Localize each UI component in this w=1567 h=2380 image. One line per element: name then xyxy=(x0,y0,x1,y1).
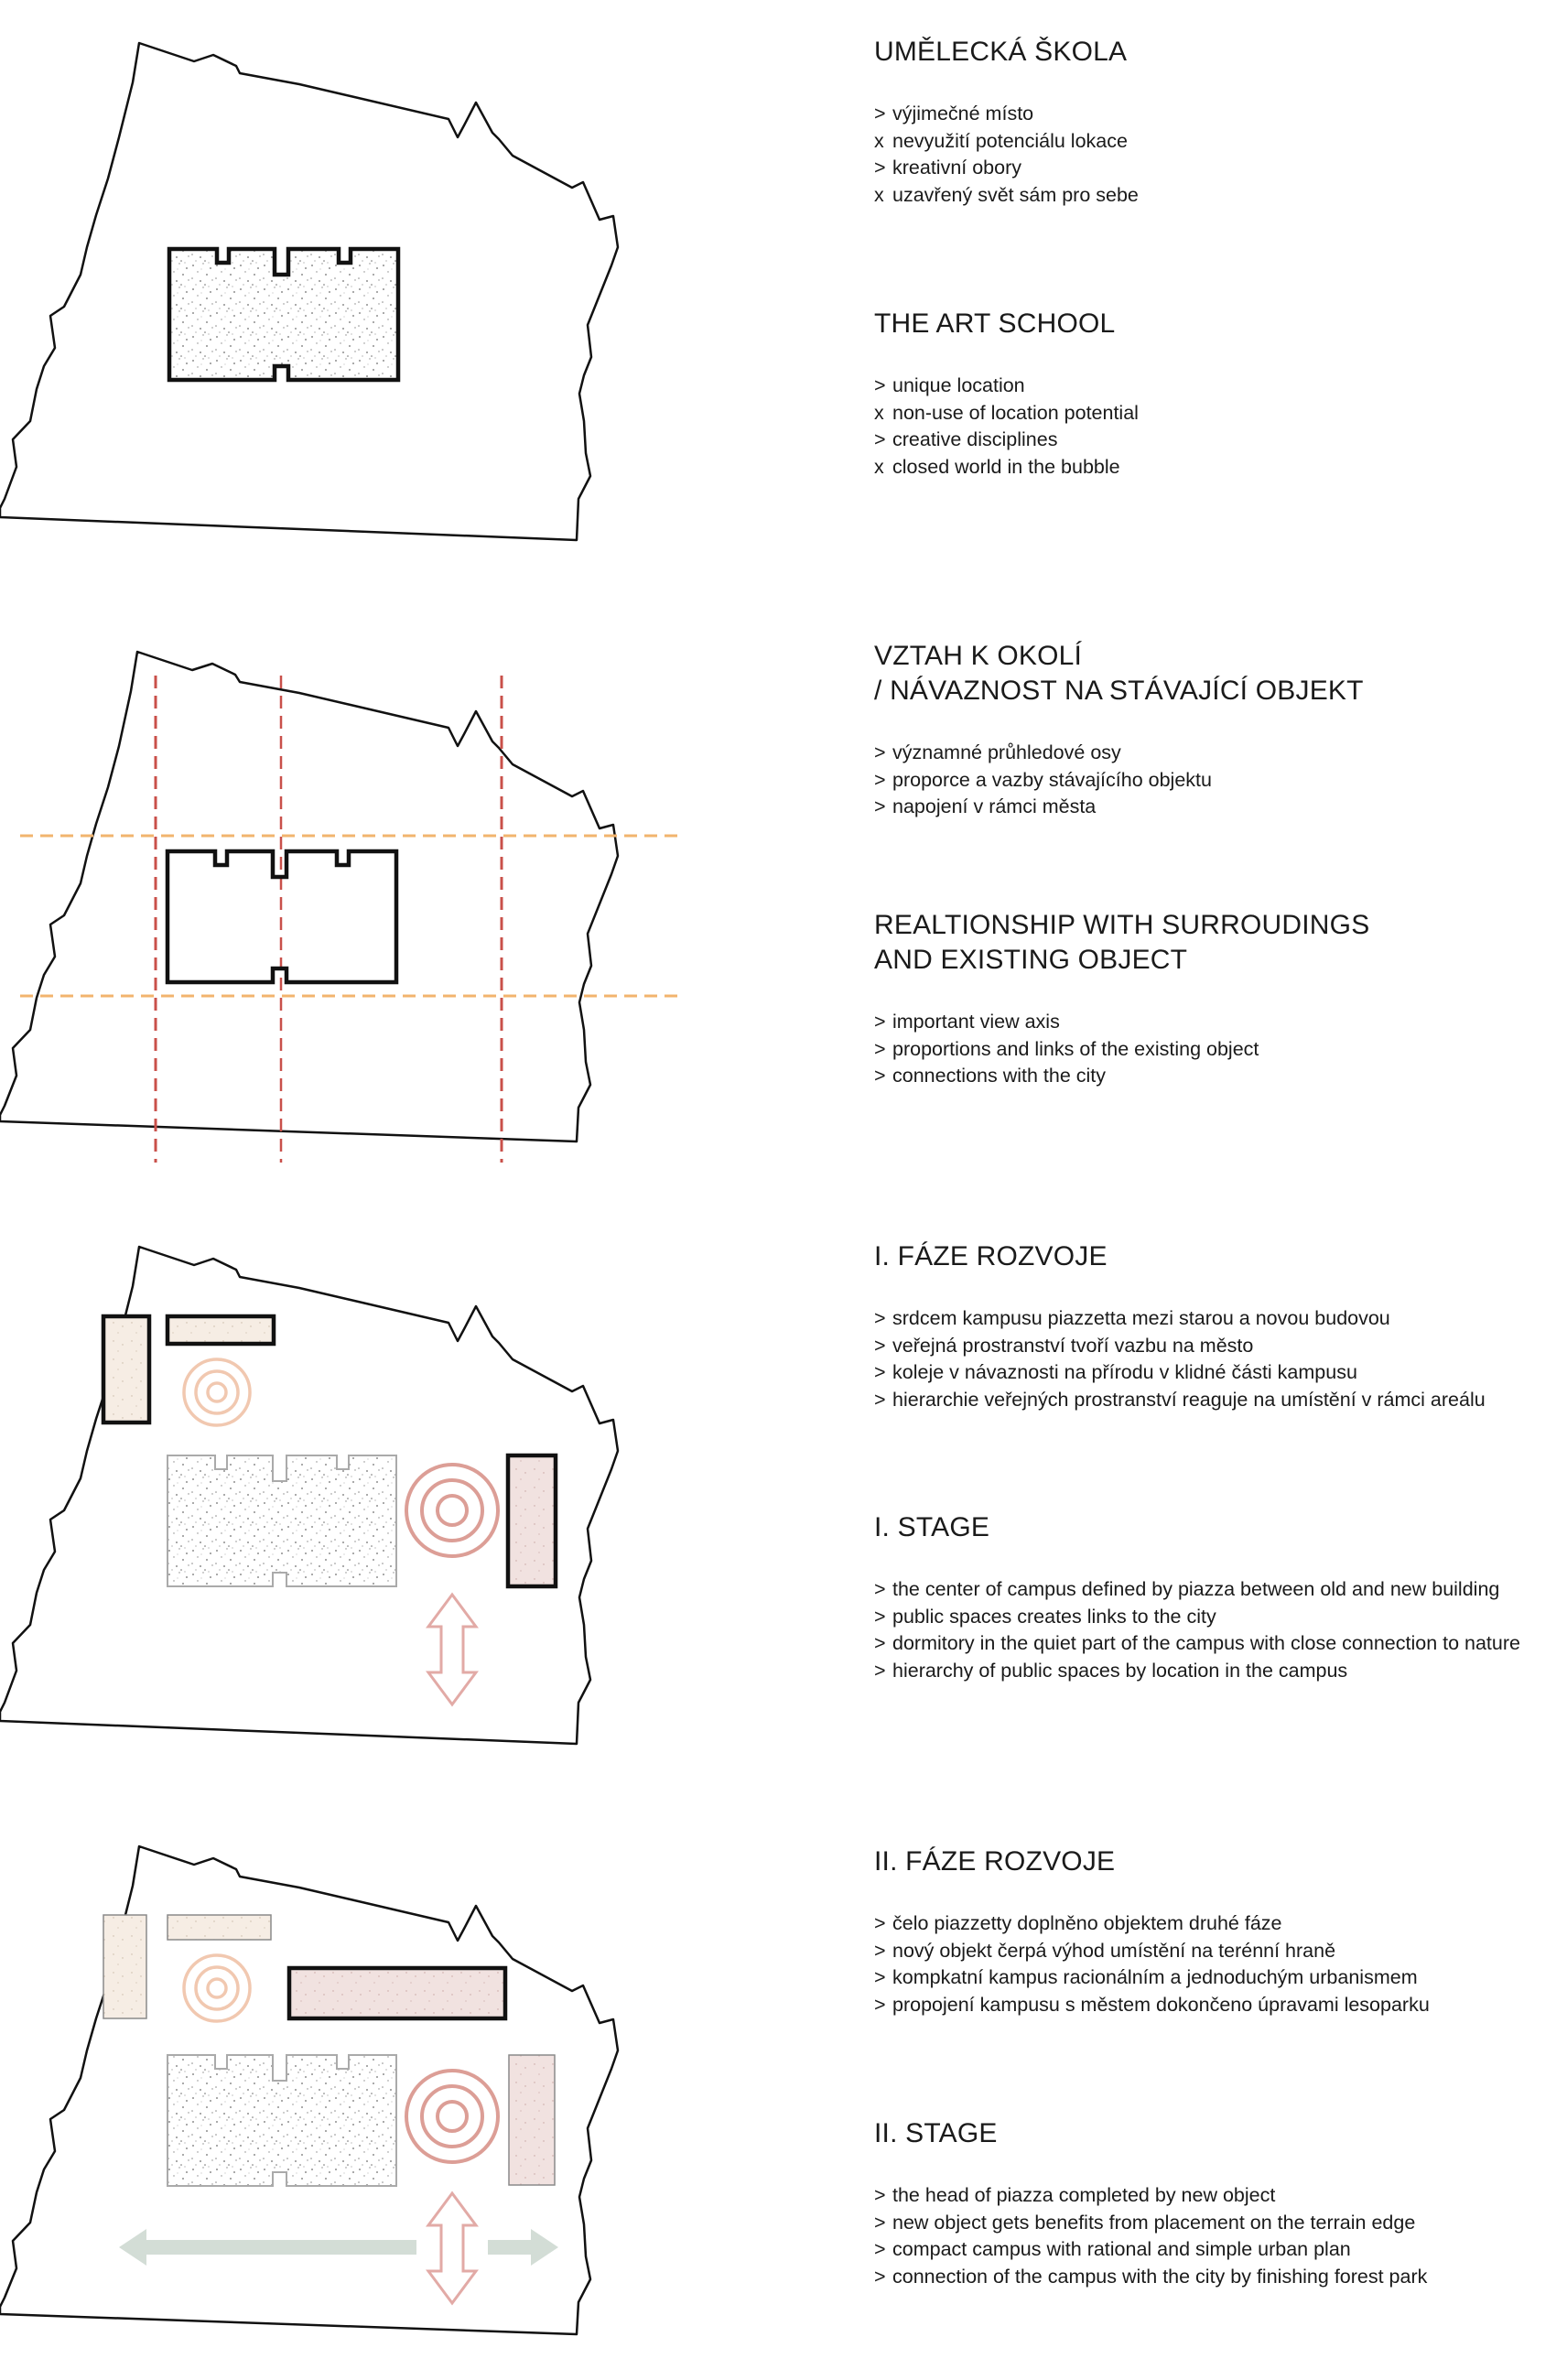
existing-building xyxy=(168,1455,396,1586)
list-item: x uzavřený svět sám pro sebe xyxy=(874,183,1139,206)
cz-list xyxy=(874,101,1551,209)
list-item: x closed world in the bubble xyxy=(874,455,1120,478)
dormitory-building xyxy=(103,1915,146,2018)
list-item: > creative disciplines xyxy=(874,428,1058,450)
list-item: > connection of the campus with the city by finishing forest park xyxy=(874,2265,1428,2288)
cz-text-block xyxy=(874,1239,1551,1413)
site-outline xyxy=(0,652,618,1141)
list-item: > proportions and links of the existing object xyxy=(874,1037,1259,1060)
list-item: > the center of campus defined by piazza between old and new building xyxy=(874,1578,1500,1600)
en-list xyxy=(874,1576,1551,1684)
cz-list xyxy=(874,1305,1551,1413)
list-item: > koleje v návaznosti na přírodu v klidné části kampusu xyxy=(874,1361,1357,1383)
site-diagram-stage-two xyxy=(0,1785,870,2380)
public-space-rings-icon xyxy=(184,1359,250,1425)
en-text-block xyxy=(874,307,1551,481)
en-text-block xyxy=(874,908,1551,1090)
list-item: > hierarchie veřejných prostranství reaguje na umístění v rámci areálu xyxy=(874,1388,1486,1411)
list-item: > hierarchy of public spaces by location in the campus xyxy=(874,1659,1348,1682)
new-building xyxy=(508,1455,556,1586)
panel-stage-two xyxy=(0,1785,1567,2380)
en-list xyxy=(874,1009,1551,1090)
dormitory-building xyxy=(103,1316,149,1423)
panel-relationship xyxy=(0,595,1567,1190)
en-title: I. STAGE xyxy=(874,1512,990,1542)
cz-text-block xyxy=(874,35,1551,209)
piazza-rings-icon xyxy=(406,1465,498,1556)
list-item: > propojení kampusu s městem dokončeno úpravami lesoparku xyxy=(874,1993,1430,2016)
en-title: II. STAGE xyxy=(874,2118,998,2148)
list-item: > napojení v rámci města xyxy=(874,795,1097,817)
dormitory-building xyxy=(168,1316,274,1344)
new-building xyxy=(509,2055,555,2185)
list-item: > kreativní obory xyxy=(874,157,1022,178)
site-diagram-art-school xyxy=(0,0,870,595)
arrow-left-icon xyxy=(119,2229,416,2266)
list-item: > výjimečné místo xyxy=(874,103,1034,124)
list-item: > connections with the city xyxy=(874,1065,1107,1087)
cz-title: II. FÁZE ROZVOJE xyxy=(874,1846,1116,1877)
en-text-block xyxy=(874,2116,1551,2290)
public-space-rings-icon xyxy=(184,1955,250,2021)
cz-text-block xyxy=(874,639,1551,821)
double-arrow-icon xyxy=(428,2193,476,2303)
second-stage-building xyxy=(289,1968,505,2018)
list-item: > veřejná prostranství tvoří vazbu na město xyxy=(874,1334,1254,1357)
arrow-right-icon xyxy=(488,2229,558,2266)
cz-title: VZTAH K OKOLÍ / NÁVAZNOST NA STÁVAJÍCÍ OBJEKT xyxy=(874,641,1364,706)
site-diagram-stage-one xyxy=(0,1190,870,1785)
cz-title: I. FÁZE ROZVOJE xyxy=(874,1241,1108,1271)
list-item: > new object gets benefits from placement on the terrain edge xyxy=(874,2211,1416,2234)
double-arrow-icon xyxy=(428,1595,476,1704)
site-diagram-relationship xyxy=(0,595,870,1190)
en-title: THE ART SCHOOL xyxy=(874,308,1116,339)
en-text-block xyxy=(874,1510,1551,1684)
list-item: > dormitory in the quiet part of the campus with close connection to nature xyxy=(874,1632,1520,1654)
en-list xyxy=(874,373,1551,481)
list-item: > proporce a vazby stávajícího objektu xyxy=(874,768,1212,791)
cz-list xyxy=(874,740,1551,821)
cz-list xyxy=(874,1910,1551,2018)
list-item: x non-use of location potential xyxy=(874,401,1139,424)
piazza-rings-icon xyxy=(406,2071,498,2162)
cz-title: UMĚLECKÁ ŠKOLA xyxy=(874,37,1128,67)
dormitory-building xyxy=(168,1915,271,1940)
en-title: REALTIONSHIP WITH SURROUDINGS AND EXISTING OBJECT xyxy=(874,910,1370,975)
list-item: > čelo piazzetty doplněno objektem druhé fáze xyxy=(874,1912,1282,1934)
existing-building xyxy=(169,249,398,380)
en-list xyxy=(874,2182,1551,2290)
list-item: x nevyužití potenciálu lokace xyxy=(874,129,1128,152)
panel-stage-one xyxy=(0,1190,1567,1785)
list-item: > nový objekt čerpá výhod umístění na terénní hraně xyxy=(874,1939,1336,1962)
existing-building xyxy=(168,2055,396,2186)
list-item: > srdcem kampusu piazzetta mezi starou a novou budovou xyxy=(874,1307,1390,1329)
list-item: > compact campus with rational and simple urban plan xyxy=(874,2238,1351,2260)
list-item: > unique location xyxy=(874,374,1025,396)
list-item: > kompkatní kampus racionálním a jednoduchým urbanismem xyxy=(874,1966,1418,1988)
panel-art-school xyxy=(0,0,1567,595)
list-item: > important view axis xyxy=(874,1011,1060,1033)
list-item: > public spaces creates links to the city xyxy=(874,1605,1216,1628)
cz-text-block xyxy=(874,1844,1551,2018)
list-item: > významné průhledové osy xyxy=(874,741,1121,763)
list-item: > the head of piazza completed by new object xyxy=(874,2184,1276,2206)
